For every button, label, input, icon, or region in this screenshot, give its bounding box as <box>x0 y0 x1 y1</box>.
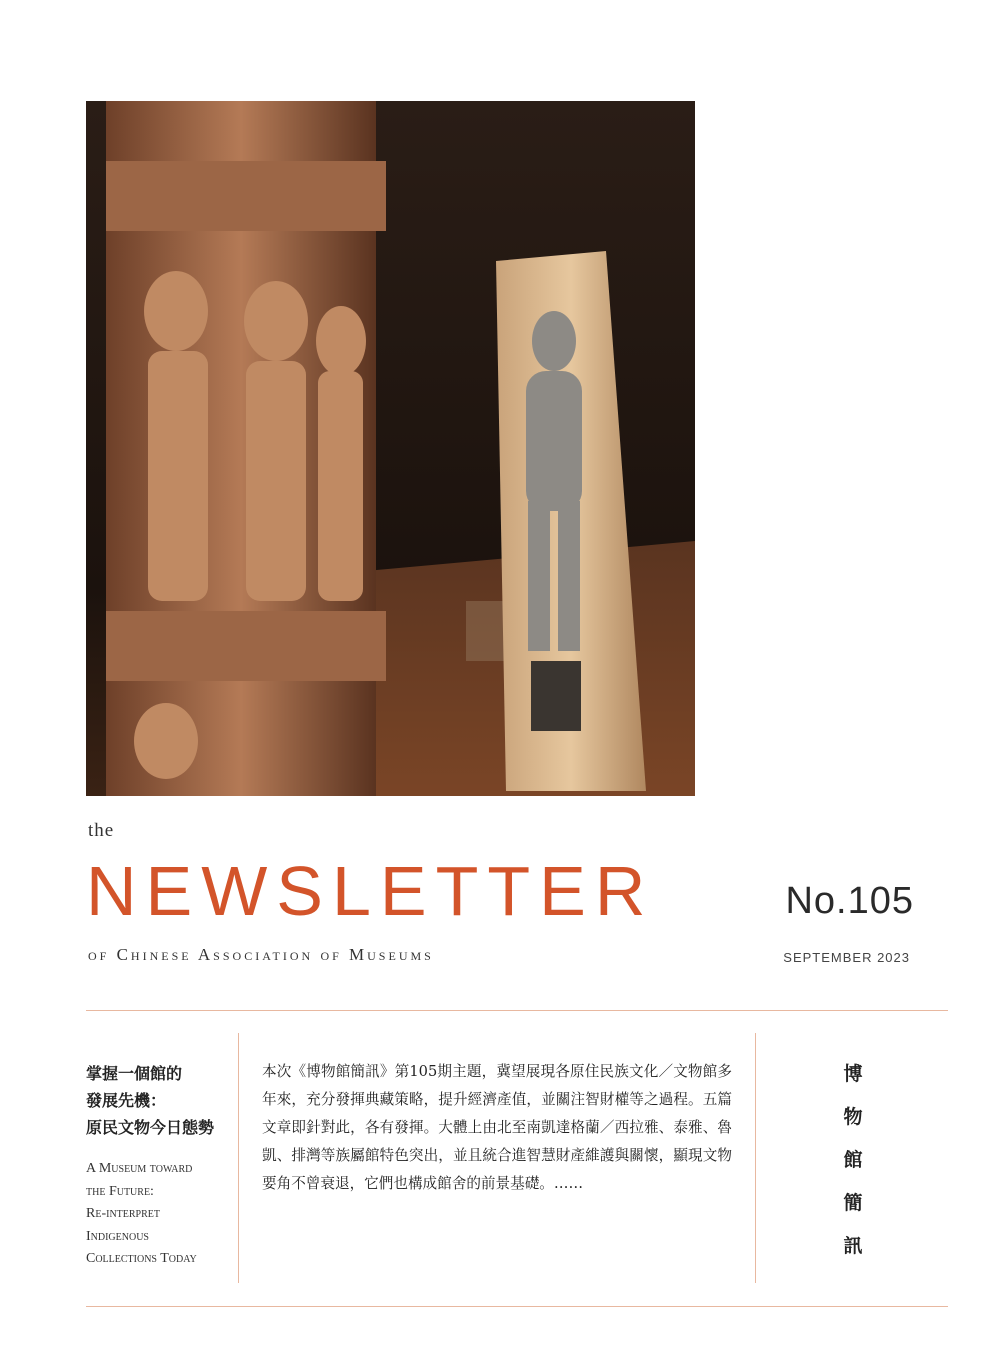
feature-title-en <box>86 1158 236 1271</box>
feature-title-en-line: Re-interpret <box>86 1206 160 1221</box>
feature-title-en-line: A Museum toward <box>86 1161 193 1176</box>
feature-title-zh-line: 掌握一個館的 <box>86 1064 183 1083</box>
masthead-title: NEWSLETTER <box>86 852 655 930</box>
museum-carvings-photo <box>86 101 695 796</box>
divider-bottom <box>86 1306 948 1307</box>
vertical-title-char: 訊 <box>843 1235 863 1257</box>
divider-left <box>238 1033 239 1283</box>
vertical-title-char: 博 <box>843 1063 863 1085</box>
masthead-the: the <box>88 820 115 841</box>
cover-photo <box>86 101 695 796</box>
divider-top <box>86 1010 948 1011</box>
vertical-title-char: 館 <box>843 1149 863 1171</box>
feature-title-zh <box>86 1060 236 1141</box>
vertical-title-char: 物 <box>843 1106 863 1128</box>
issue-number: No.105 <box>785 880 914 922</box>
vertical-title-char: 簡 <box>843 1192 863 1214</box>
feature-title-en-line: Indigenous <box>86 1228 149 1244</box>
issue-date: SEPTEMBER 2023 <box>783 950 910 965</box>
feature-title-en-line: the Future: <box>86 1183 154 1199</box>
divider-right <box>755 1033 756 1283</box>
feature-title-zh-line: 發展先機： <box>86 1091 167 1110</box>
feature-title-zh-line: 原民文物今日態勢 <box>86 1118 215 1137</box>
masthead-subtitle: of Chinese Association of Museums <box>88 945 434 964</box>
feature-body: 本次《博物館簡訊》第105期主題，冀望展現各原住民族文化／文物館多年來，充分發揮典藏策略，提升經濟產值，並關注智財權等之過程。五篇文章即針對此，各有發揮。大體上由北至南凱達格蘭／西拉雅、泰雅、魯凱、排灣等族屬館特色突出，並且統合進智慧財產維護與關懷，顯現文物要角不曾衰退，它們也構成館舍的前景基礎。…… <box>262 1063 732 1192</box>
vertical-title <box>838 1060 868 1275</box>
feature-title-en-line: Collections Today <box>86 1251 197 1266</box>
